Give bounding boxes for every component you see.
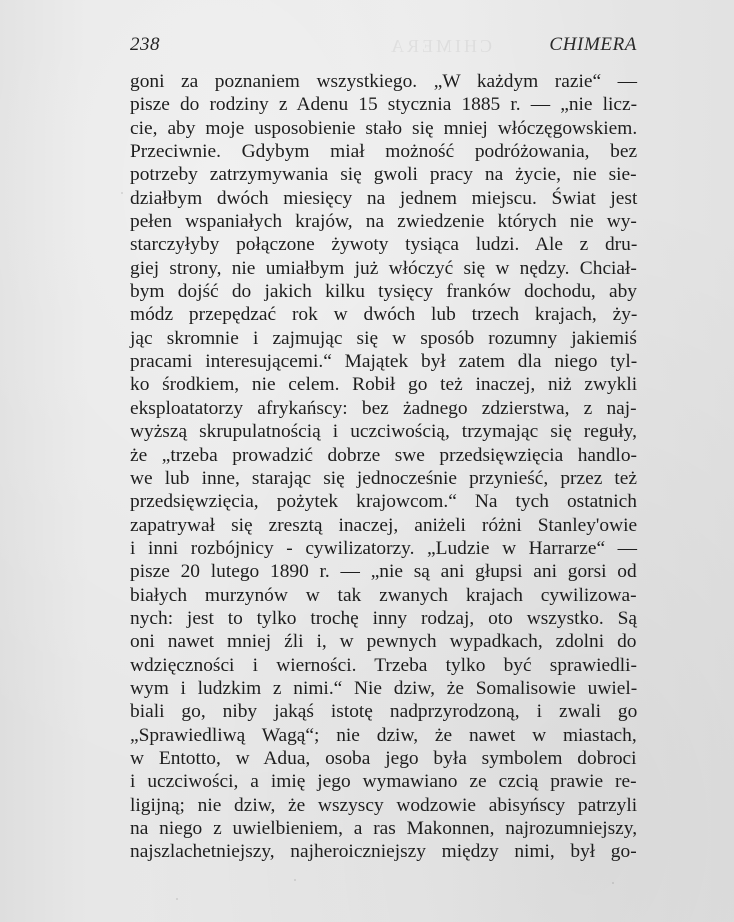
text-line: wdzięczności i wierności. Trzeba tylko być sprawiedli- xyxy=(130,654,638,676)
paper-speck xyxy=(121,192,123,194)
text-line: najszlachetniejszy, najheroiczniejszy między nimi, był go- xyxy=(130,841,637,863)
text-line: cie, aby moje usposobienie stało się mniej włóczęgowskiem. xyxy=(130,117,638,139)
paper-speck xyxy=(612,882,614,884)
text-line: starczyłyby połączone żywoty tysiąca ludzi. Ale z dru- xyxy=(130,234,638,256)
text-line: pełen wspaniałych krajów, na zwiedzenie których nie wy- xyxy=(130,211,637,233)
text-line: giej strony, nie umiałbym już włóczyć się w nędzy. Chciał- xyxy=(130,257,637,279)
journal-title: CHIMERA xyxy=(549,34,637,55)
text-line: wym i ludzkim z nimi.“ Nie dziw, że Somalisowie uwiel- xyxy=(130,677,638,699)
text-line: w Entotto, w Adua, osoba jego była symbolem dobroci xyxy=(130,747,637,769)
text-line: we lub inne, starając się jednocześnie przynieść, przez też xyxy=(130,467,637,489)
text-line: bym dojść do jakich kilku tysięcy franków dochodu, aby xyxy=(130,281,637,303)
text-line: przedsięwzięcia, pożytek krajowcom.“ Na tych ostatnich xyxy=(130,491,637,513)
text-line: Przeciwnie. Gdybym miał możność podróżowania, bez xyxy=(130,141,638,163)
text-line: potrzeby zatrzymywania się gwoli pracy na życie, nie sie- xyxy=(130,164,637,186)
reverse-page-bleed-through: CHIMERA xyxy=(388,36,493,56)
page-number: 238 xyxy=(130,34,160,55)
text-line: ko środkiem, nie celem. Robił go też inaczej, niż zwykli xyxy=(130,374,638,396)
text-line: oni nawet mniej źli i, w pewnych wypadkach, zdolni do xyxy=(130,631,637,653)
text-line: biali go, niby jakąś istotę nadprzyrodzoną, i zwali go xyxy=(130,701,638,723)
text-line: goni za poznaniem wszystkiego. „W każdym razie“ — xyxy=(130,71,638,92)
text-line: ligijną; nie dziw, że wszyscy wodzowie abisyńscy patrzyli xyxy=(130,794,638,816)
paper-speck xyxy=(412,101,414,103)
body-text xyxy=(130,70,637,864)
text-line: „Sprawiedliwą Wagą“; nie dziw, że nawet w miastach, xyxy=(130,724,637,746)
text-line: wyższą skrupulatnością i uczciwością, trzymając się reguły, xyxy=(130,421,637,443)
text-line: działbym dwóch miesięcy na jednem miejscu. Świat jest xyxy=(130,187,638,209)
text-line: białych murzynów w tak zwanych krajach cywilizowa- xyxy=(130,584,637,606)
text-line: pisze 20 lutego 1890 r. — „nie są ani głupsi ani gorsi od xyxy=(130,561,637,583)
text-line: i inni rozbójnicy - cywilizatorzy. „Ludzie w Harrarze“ — xyxy=(130,537,638,559)
text-line: jąc skromnie i zajmując się w sposób rozumny jakiemiś xyxy=(130,327,637,349)
text-line: pracami interesującemi.“ Majątek był zatem dla niego tyl- xyxy=(130,351,638,373)
text-line: na niego z uwielbieniem, a ras Makonnen, najrozumniejszy, xyxy=(130,818,638,839)
running-head xyxy=(130,34,637,60)
paper-speck xyxy=(176,898,178,900)
text-line: pisze do rodziny z Adenu 15 stycznia 1885 r. — „nie licz- xyxy=(130,94,638,116)
text-line: i uczciwości, a imię jego wymawiano ze czcią prawie re- xyxy=(130,771,637,793)
text-line: zapatrywał się zresztą inaczej, aniżeli różni Stanley'owie xyxy=(130,514,638,536)
text-line: eksploatatorzy afrykańscy: bez żadnego zdzierstwa, z naj- xyxy=(130,397,637,419)
text-line: módz przepędzać rok w dwóch lub trzech krajach, ży- xyxy=(130,304,638,326)
text-line: że „trzeba prowadzić dobrze swe przedsięwzięcia handlo- xyxy=(130,444,637,466)
text-line: nych: jest to tylko trochę inny rodzaj, oto wszystko. Są xyxy=(130,607,637,629)
paper-speck xyxy=(294,879,296,881)
